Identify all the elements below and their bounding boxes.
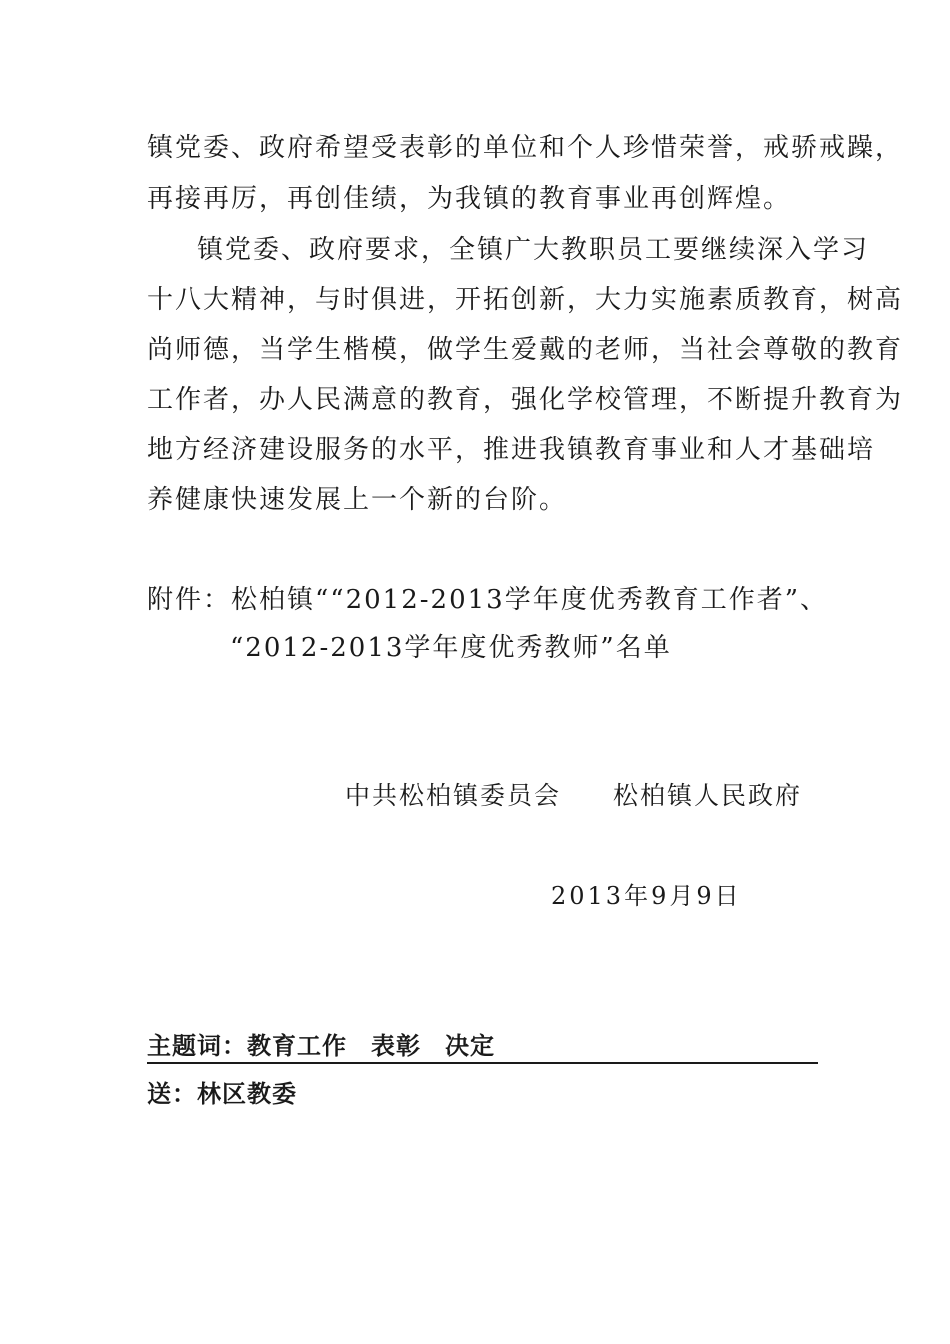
government-signer: 松柏镇人民政府 <box>613 781 803 810</box>
paragraph-2-line-3: 尚师德，当学生楷模，做学生爱戴的老师，当社会尊敬的教育 <box>147 335 904 365</box>
paragraph-2-line-6: 养健康快速发展上一个新的台阶。 <box>147 485 568 515</box>
attachment-line-1: 附件：松柏镇““2012-2013学年度优秀教育工作者”、 <box>147 585 828 615</box>
paragraph-2-line-5: 地方经济建设服务的水平，推进我镇教育事业和人才基础培 <box>147 435 876 465</box>
paragraph-1-line-2: 再接再厉，再创佳绩，为我镇的教育事业再创辉煌。 <box>147 184 792 214</box>
paragraph-2-line-4: 工作者，办人民满意的教育，强化学校管理，不断提升教育为 <box>147 385 904 415</box>
paragraph-2-line-2: 十八大精神，与时俱进，开拓创新，大力实施素质教育，树高 <box>147 285 904 315</box>
party-committee-signer: 中共松柏镇委员会 <box>345 781 562 810</box>
subject-term: 决定 <box>445 1032 495 1060</box>
recipients-line: 送：林区教委 <box>147 1080 297 1108</box>
attachment-line-2: “2012-2013学年度优秀教师”名单 <box>230 633 672 663</box>
subject-label: 主题词： <box>147 1032 247 1060</box>
subject-term: 教育工作 <box>247 1032 347 1060</box>
issue-date: 2013年9月9日 <box>551 882 742 910</box>
subject-term: 表彰 <box>371 1032 421 1060</box>
subject-terms-line <box>147 1030 818 1064</box>
paragraph-1-line-1: 镇党委、政府希望受表彰的单位和个人珍惜荣誉，戒骄戒躁， <box>147 133 904 163</box>
signature-block <box>345 780 802 812</box>
paragraph-2-line-1: 镇党委、政府要求，全镇广大教职员工要继续深入学习 <box>197 235 870 265</box>
